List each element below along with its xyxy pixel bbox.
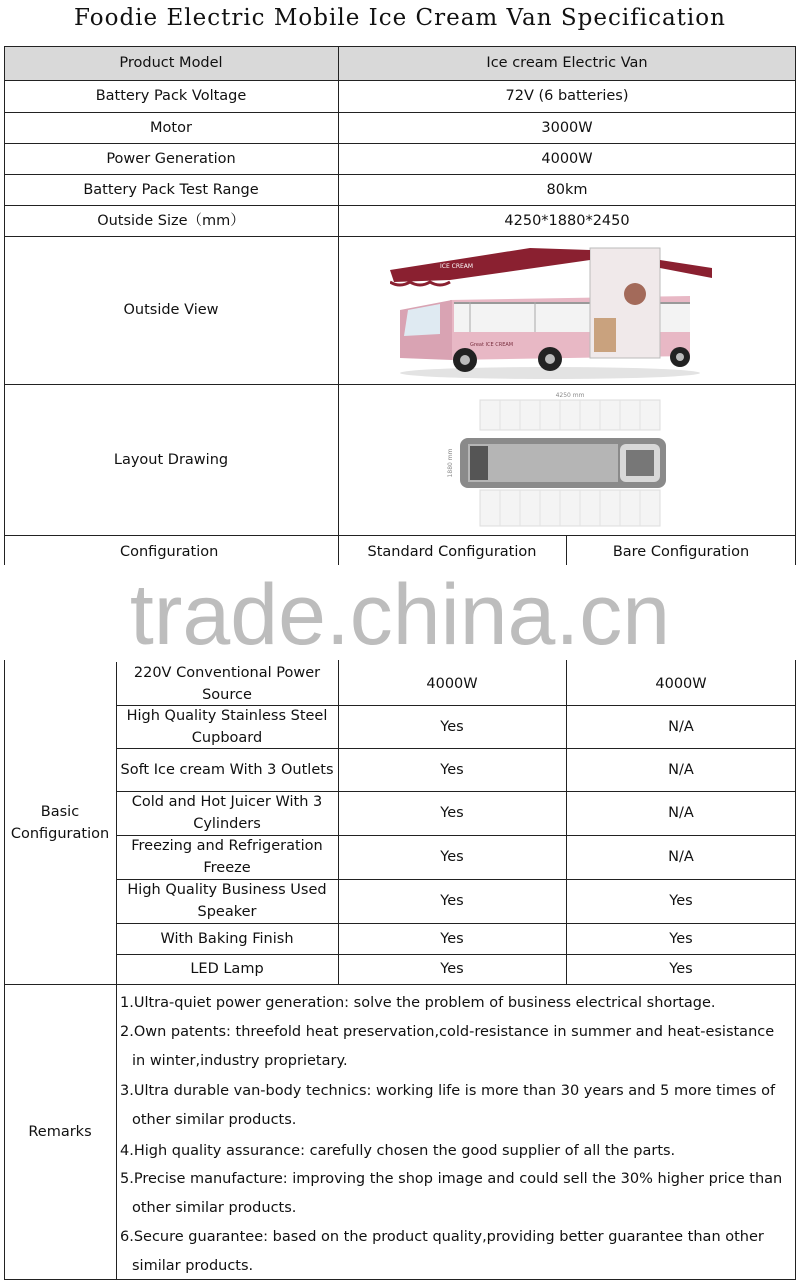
config-bare: N/A <box>668 849 694 865</box>
config-item: Soft Ice cream With 3 Outlets <box>120 761 334 778</box>
spec-label: Motor <box>150 119 192 136</box>
remark-item <box>120 1021 774 1072</box>
grid-line <box>116 662 117 1280</box>
remark-continuation: similar products. <box>132 1258 254 1274</box>
remark-item <box>120 1168 782 1219</box>
config-item: Freezing and Refrigeration Freeze <box>131 838 323 876</box>
config-standard: Yes <box>440 718 464 735</box>
config-header: Configuration <box>120 544 219 560</box>
spec-value: 4000W <box>541 150 593 167</box>
van-side-text: Great ICE CREAM <box>470 342 514 348</box>
grid-line <box>116 954 796 955</box>
config-standard: Yes <box>440 893 464 909</box>
grid-line <box>4 46 5 1280</box>
config-standard: Yes <box>440 930 464 947</box>
spec-label: Outside Size（mm） <box>97 212 245 229</box>
config-bare: N/A <box>668 805 694 821</box>
header-label: Product Model <box>119 55 223 71</box>
spec-label: Power Generation <box>106 150 236 167</box>
layout-drawing <box>440 388 700 530</box>
remark-continuation: in winter,industry proprietary. <box>132 1053 348 1069</box>
header-value-cell <box>338 46 796 80</box>
config-standard: Yes <box>440 961 464 977</box>
outside-view-label: Outside View <box>123 302 219 318</box>
van-sign: ICE CREAM <box>440 263 474 270</box>
grid-line <box>4 1279 796 1280</box>
config-item: 220V Conventional Power Source <box>133 664 321 703</box>
config-bare: Yes <box>669 930 693 947</box>
grid-line <box>4 143 796 144</box>
spec-value: 80km <box>546 181 588 198</box>
remark-text: 5.Precise manufacture: improving the shop image and could sell the 30% higher price than <box>120 1171 783 1187</box>
config-standard: Yes <box>440 849 464 865</box>
watermark: trade.china.cn <box>129 567 671 663</box>
config-item: High Quality Stainless Steel Cupboard <box>126 707 328 746</box>
grid-line <box>4 384 796 385</box>
remark-continuation: other similar products. <box>132 1112 297 1128</box>
remark-text: 6.Secure guarantee: based on the product quality,providing better guarantee than other <box>120 1229 764 1245</box>
drawing-height-label: 1880 mm <box>447 448 454 478</box>
config-bare: Yes <box>669 961 693 977</box>
remark-item <box>120 1226 764 1277</box>
grid-line <box>116 791 796 792</box>
config-bare: Yes <box>669 893 693 909</box>
remark-text: 4.High quality assurance: carefully chosen the good supplier of all the parts. <box>120 1143 676 1159</box>
config-bare: 4000W <box>655 675 707 692</box>
spec-label: Battery Pack Test Range <box>83 181 259 198</box>
remark-continuation: other similar products. <box>132 1200 297 1216</box>
config-item: Cold and Hot Juicer With 3 Cylinders <box>131 794 323 832</box>
config-item: LED Lamp <box>190 961 264 977</box>
grid-line <box>116 923 796 924</box>
remark-item <box>120 1080 775 1131</box>
grid-line <box>4 984 796 985</box>
drawing-width-label: 4250 mm <box>555 392 585 399</box>
layout-drawing-label: Layout Drawing <box>113 451 229 468</box>
remarks-label: Remarks <box>28 1124 92 1140</box>
grid-line <box>4 535 796 536</box>
page-title: Foodie Electric Mobile Ice Cream Van Specification <box>74 5 726 31</box>
grid-line <box>116 835 796 836</box>
config-bare-header: Bare Configuration <box>612 544 750 560</box>
header-label-cell <box>4 46 338 80</box>
remark-item <box>120 1140 675 1162</box>
grid-line <box>4 174 796 175</box>
grid-line <box>4 236 796 237</box>
grid-line <box>116 748 796 749</box>
config-standard: 4000W <box>426 675 478 692</box>
config-bare: N/A <box>668 761 694 778</box>
spec-value: 72V (6 batteries) <box>505 88 629 104</box>
remark-text: 2.Own patents: threefold heat preservation,cold-resistance in summer and heat-esistance <box>120 1024 775 1040</box>
config-standard: Yes <box>440 805 464 821</box>
config-standard: Yes <box>440 761 464 778</box>
grid-line <box>4 80 796 81</box>
grid-line <box>4 205 796 206</box>
config-standard-header: Standard Configuration <box>367 544 537 560</box>
basic-configuration-label: Basic Configuration <box>10 804 110 842</box>
config-item: With Baking Finish <box>160 930 294 947</box>
header-value: Ice cream Electric Van <box>486 55 648 71</box>
grid-line <box>116 879 796 880</box>
grid-line <box>4 46 796 47</box>
van-photo <box>390 238 716 384</box>
config-item: High Quality Business Used Speaker <box>127 882 327 920</box>
spec-value: 4250*1880*2450 <box>504 212 630 229</box>
grid-line <box>4 112 796 113</box>
grid-line <box>338 46 339 984</box>
remark-text: 3.Ultra durable van-body technics: working life is more than 30 years and 5 more times of <box>120 1083 776 1099</box>
remark-text: 1.Ultra-quiet power generation: solve the problem of business electrical shortage. <box>120 995 716 1011</box>
spec-label: Battery Pack Voltage <box>95 88 247 104</box>
spec-value: 3000W <box>541 119 593 136</box>
grid-line <box>116 705 796 706</box>
remark-item <box>120 992 716 1014</box>
grid-line <box>795 46 796 1280</box>
config-bare: N/A <box>668 718 694 735</box>
